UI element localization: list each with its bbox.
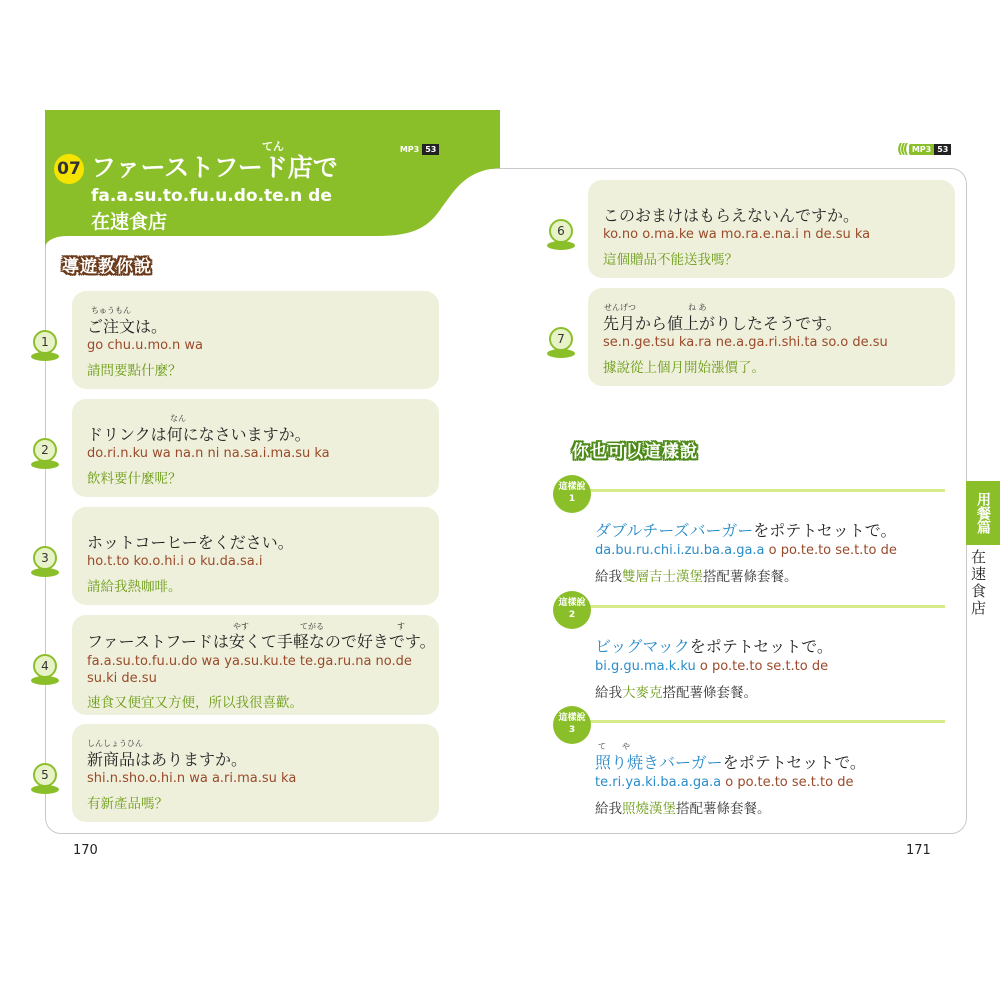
page-number-right: 171 xyxy=(906,843,931,858)
dialogue-chinese: 請問要點什麼？ xyxy=(87,363,182,379)
dialogue-chinese: 請給我熱咖啡。 xyxy=(87,579,182,595)
side-tab-topic: 在速食店 xyxy=(969,549,987,617)
dialogue-japanese: 新商品はありますか。 xyxy=(87,750,248,769)
dialogue-japanese: ご注文は。 xyxy=(87,317,168,336)
dialogue-romaji: shi.n.sho.o.hi.n wa a.ri.ma.su ka xyxy=(87,771,297,786)
dialogue-japanese: ファーストフードは安くて手軽なので好きです。 xyxy=(87,632,436,651)
section-title-alternatives: 你也可以這樣說 xyxy=(572,442,698,462)
lesson-chinese: 在速食店 xyxy=(91,211,168,233)
dialogue-bubble-2: なん ドリンクは何になさいますか。 do.ri.n.ku wa na.n ni na.sa.i.ma.su ka 飲料要什麼呢？ xyxy=(72,399,439,497)
dialogue-chinese: 有新產品嗎？ xyxy=(87,796,168,812)
dialogue-japanese: 先月から値上がりしたそうです。 xyxy=(603,314,842,333)
audio-waves-icon: ((( xyxy=(385,141,394,157)
dialogue-bubble-3 xyxy=(72,507,439,605)
dialogue-romaji: ko.no o.ma.ke wa mo.ra.e.na.i n de.su ka xyxy=(603,227,871,242)
dialogue-japanese: ドリンクは何になさいますか。 xyxy=(87,425,311,444)
dialogue-bubble-6 xyxy=(588,180,955,278)
number-marker: 7 xyxy=(541,327,581,367)
title-furigana: てん xyxy=(262,140,284,153)
dialogue-romaji: do.ri.n.ku wa na.n ni na.sa.i.ma.su ka xyxy=(87,446,330,461)
dialogue-chinese: 速食又便宜又方便，所以我很喜歡。 xyxy=(87,695,303,711)
page-number-left: 170 xyxy=(73,843,98,858)
audio-waves-icon: ((( xyxy=(897,141,906,157)
alt-japanese-1: ダブルチーズバーガーをポテトセットで。 xyxy=(595,521,897,540)
dialogue-romaji: fa.a.su.to.fu.u.do wa ya.su.ku.te te.ga.ru.na no.de su.ki de.su xyxy=(87,654,412,686)
alt-romaji-2: bi.g.gu.ma.k.ku o po.te.to se.t.to de xyxy=(595,659,829,674)
alt-chinese-1: 給我雙層吉士漢堡搭配薯條套餐。 xyxy=(595,569,798,585)
alt-badge-3: 這樣說 3 xyxy=(553,706,591,744)
number-marker: 2 xyxy=(25,438,65,478)
mp3-badge-right[interactable]: ((( MP3 53 xyxy=(897,143,951,155)
number-marker: 6 xyxy=(541,219,581,259)
number-marker: 5 xyxy=(25,763,65,803)
lesson-number: 07 xyxy=(54,154,84,184)
dialogue-romaji: se.n.ge.tsu ka.ra ne.a.ga.ri.shi.ta so.o de.su xyxy=(603,335,888,350)
side-tab-category[interactable]: 用餐篇 xyxy=(966,481,1000,545)
alt-japanese-3: 照り焼きバーガーをポテトセットで。 xyxy=(595,753,866,772)
divider xyxy=(575,489,945,492)
dialogue-chinese: 這個贈品不能送我嗎？ xyxy=(603,252,738,268)
dialogue-chinese: 飲料要什麼呢？ xyxy=(87,471,182,487)
number-marker: 4 xyxy=(25,654,65,694)
number-marker: 1 xyxy=(25,330,65,370)
dialogue-chinese: 據說從上個月開始漲價了。 xyxy=(603,360,765,376)
alt-badge-1: 這樣說 1 xyxy=(553,475,591,513)
mp3-badge-left[interactable]: ((( MP3 53 xyxy=(385,143,439,155)
alt-furigana-3: て や xyxy=(598,742,630,751)
lesson-title: ファーストフード店で xyxy=(91,153,338,182)
dialogue-bubble-4: やす てがる す ファーストフードは安くて手軽なので好きです。 fa.a.su.to.fu.u.do wa ya.su.ku.te te.ga.ru.na no.de su.ki de.su 速食又便宜又方便，所以我很喜歡。 xyxy=(72,615,439,715)
alt-romaji-3: te.ri.ya.ki.ba.a.ga.a o po.te.to se.t.to de xyxy=(595,775,854,790)
dialogue-bubble-7: せんげつ ね あ 先月から値上がりしたそうです。 se.n.ge.tsu ka.ra ne.a.ga.ri.shi.ta so.o de.su 據說從上個月開始漲價了。 xyxy=(588,288,955,386)
alt-romaji-1: da.bu.ru.chi.i.zu.ba.a.ga.a o po.te.to se.t.to de xyxy=(595,543,897,558)
alt-chinese-2: 給我大麥克搭配薯條套餐。 xyxy=(595,685,757,701)
alt-japanese-2: ビッグマックをポテトセットで。 xyxy=(595,637,833,656)
divider xyxy=(575,720,945,723)
dialogue-romaji: ho.t.to ko.o.hi.i o ku.da.sa.i xyxy=(87,554,263,569)
divider xyxy=(575,605,945,608)
lesson-romaji: fa.a.su.to.fu.u.do.te.n de xyxy=(91,186,332,206)
dialogue-bubble-5: しんしょうひん 新商品はありますか。 shi.n.sho.o.hi.n wa a.ri.ma.su ka 有新產品嗎？ xyxy=(72,724,439,822)
dialogue-japanese: このおまけはもらえないんですか。 xyxy=(603,206,860,225)
number-marker: 3 xyxy=(25,546,65,586)
alt-badge-2: 這樣說 2 xyxy=(553,591,591,629)
dialogue-bubble-1: ちゅうもん ご注文は。 go chu.u.mo.n wa 請問要點什麼？ xyxy=(72,291,439,389)
dialogue-japanese: ホットコーヒーをください。 xyxy=(87,533,294,552)
dialogue-romaji: go chu.u.mo.n wa xyxy=(87,338,203,353)
alt-chinese-3: 給我照燒漢堡搭配薯條套餐。 xyxy=(595,801,771,817)
section-title-guide: 導遊教你說 xyxy=(62,257,152,277)
